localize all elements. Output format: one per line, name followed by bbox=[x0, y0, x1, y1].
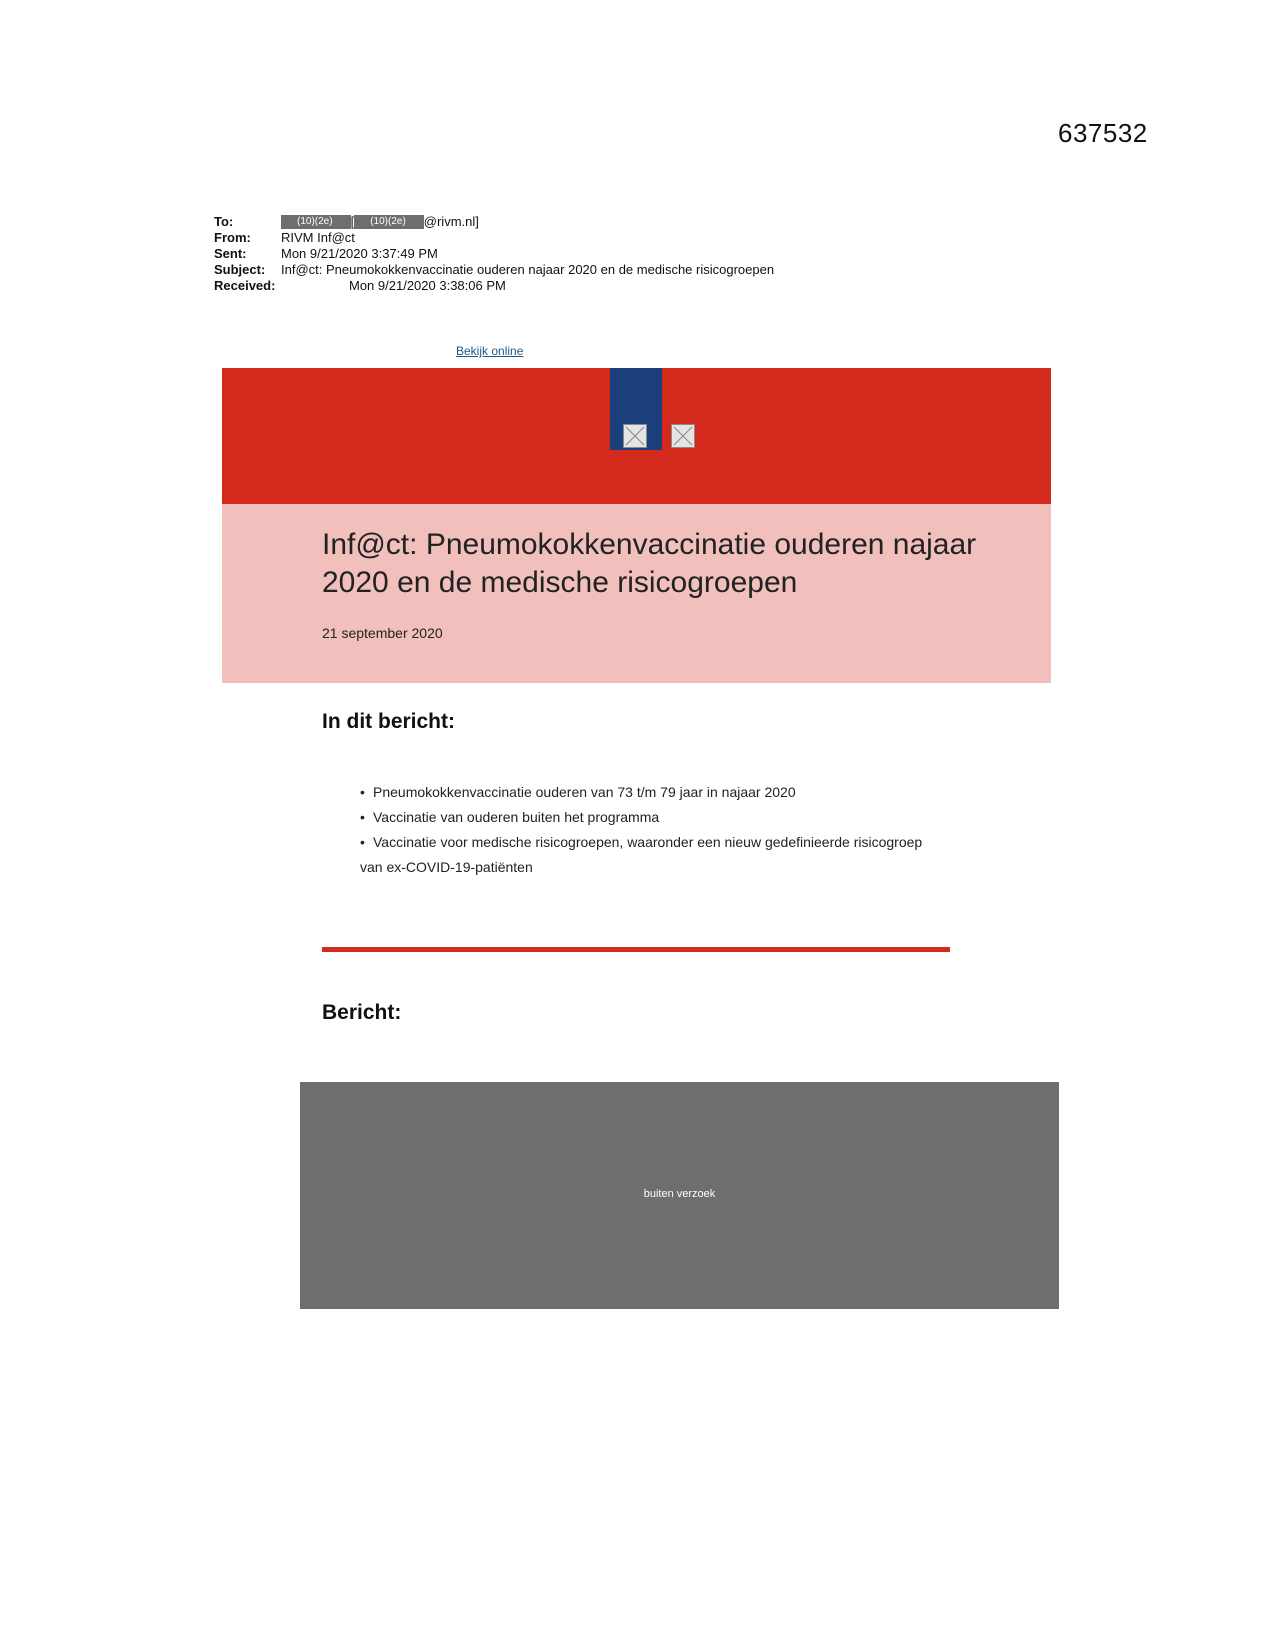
redaction-label: buiten verzoek bbox=[643, 1188, 716, 1200]
view-online-link[interactable]: Bekijk online bbox=[456, 344, 524, 358]
broken-image-icon bbox=[671, 424, 695, 448]
title-block bbox=[222, 504, 1051, 683]
subject-value: Inf@ct: Pneumokokkenvaccinatie ouderen najaar 2020 en de medische risicogroepen bbox=[281, 262, 775, 277]
from-label: From: bbox=[214, 230, 251, 245]
broken-image-icon bbox=[623, 424, 647, 448]
document-number: 637532 bbox=[1058, 118, 1148, 148]
in-this-message-heading: In dit bericht: bbox=[322, 710, 455, 733]
to-domain: @rivm.nl] bbox=[423, 214, 479, 229]
from-value: RIVM Inf@ct bbox=[281, 230, 355, 245]
received-value: Mon 9/21/2020 3:38:06 PM bbox=[349, 278, 506, 293]
bullet-list bbox=[360, 780, 960, 880]
to-label: To: bbox=[214, 214, 234, 229]
received-label: Received: bbox=[214, 278, 276, 293]
to-bracket: [ bbox=[350, 214, 355, 229]
redaction-block bbox=[300, 1082, 1059, 1309]
newsletter-title: Inf@ct: Pneumokokkenvaccinatie ouderen najaar 2020 en de medische risicogroepen bbox=[322, 528, 977, 599]
to-value bbox=[281, 214, 479, 230]
list-item: • Vaccinatie van ouderen buiten het programma bbox=[360, 809, 660, 825]
list-item: • Vaccinatie voor medische risicogroepen, waaronder een nieuw gedefinieerde risicogroep van ex-COVID-19-patiënten bbox=[360, 834, 923, 875]
message-heading: Bericht: bbox=[322, 1001, 402, 1024]
subject-label: Subject: bbox=[214, 262, 266, 277]
header-banner bbox=[222, 368, 1051, 504]
redaction-tag: (10)(2e) bbox=[281, 215, 351, 229]
list-item: • Pneumokokkenvaccinatie ouderen van 73 t/m 79 jaar in najaar 2020 bbox=[360, 784, 796, 800]
section-divider bbox=[322, 947, 950, 952]
sent-value: Mon 9/21/2020 3:37:49 PM bbox=[281, 246, 438, 261]
redaction-tag: (10)(2e) bbox=[354, 215, 424, 229]
sent-label: Sent: bbox=[214, 246, 247, 261]
newsletter-date: 21 september 2020 bbox=[322, 625, 443, 641]
